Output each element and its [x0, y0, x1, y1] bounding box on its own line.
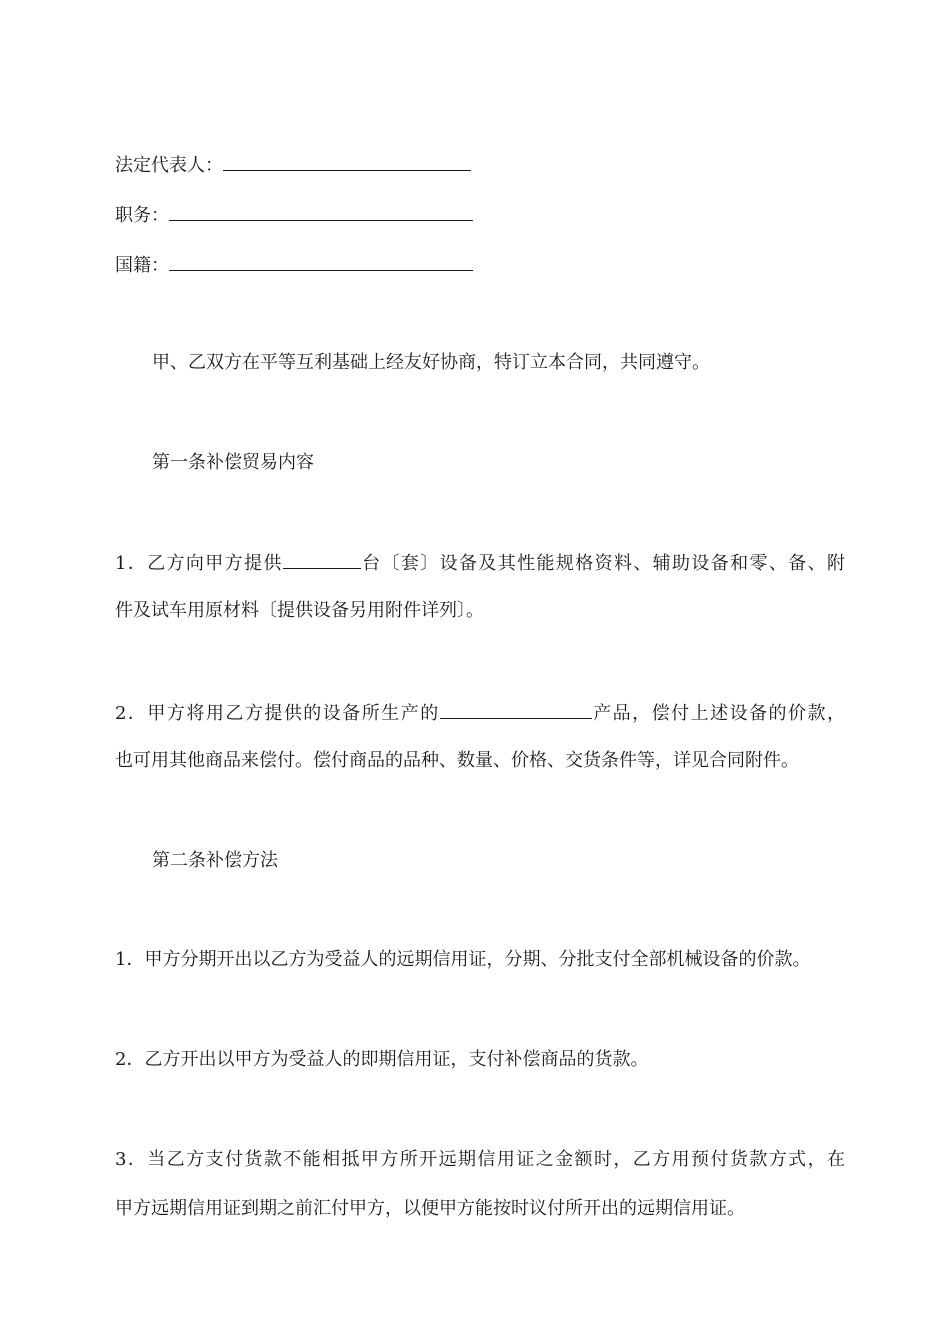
- clause-text: 1．乙方向甲方提供: [115, 553, 283, 574]
- blank-line: [283, 550, 361, 569]
- field-legal-representative: [115, 152, 471, 178]
- article-1-clause-2-line-1: [115, 700, 845, 726]
- clause-text: 台〔套〕设备及其性能规格资料、辅助设备和零、备、附: [360, 553, 846, 574]
- article-2-clause-3-line-1: 3．当乙方支付货款不能相抵甲方所开远期信用证之金额时，乙方用预付货款方式，在: [115, 1149, 845, 1170]
- blank-line: [440, 700, 592, 719]
- article-1-clause-1-line-1: [115, 550, 845, 576]
- article-1-clause-2-line-2: 也可用其他商品来偿付。偿付商品的品种、数量、价格、交货条件等，详见合同附件。: [115, 750, 799, 771]
- article-2-clause-1: 1．甲方分期开出以乙方为受益人的远期信用证，分期、分批支付全部机械设备的价款。: [115, 949, 811, 970]
- blank-line: [169, 202, 473, 221]
- article-1-title: 第一条补偿贸易内容: [152, 452, 314, 473]
- article-1-clause-1-line-2: 件及试车用原材料〔提供设备另用附件详列〕。: [115, 600, 484, 621]
- article-2-clause-2: 2．乙方开出以甲方为受益人的即期信用证，支付补偿商品的货款。: [115, 1049, 649, 1070]
- field-label: 法定代表人：: [115, 155, 223, 176]
- article-2-title: 第二条补偿方法: [152, 850, 278, 871]
- clause-text: 2．甲方将用乙方提供的设备所生产的: [115, 703, 440, 724]
- field-label: 国籍：: [115, 255, 169, 276]
- field-label: 职务：: [115, 205, 169, 226]
- intro-paragraph: 甲、乙双方在平等互利基础上经友好协商，特订立本合同，共同遵守。: [152, 352, 710, 373]
- article-2-clause-3-line-2: 甲方远期信用证到期之前汇付甲方，以便甲方能按时议付所开出的远期信用证。: [115, 1198, 745, 1219]
- field-position: [115, 202, 473, 228]
- blank-line: [169, 252, 473, 271]
- clause-text: 产品，偿付上述设备的价款，: [591, 703, 846, 724]
- field-nationality: [115, 252, 473, 278]
- blank-line: [223, 152, 471, 171]
